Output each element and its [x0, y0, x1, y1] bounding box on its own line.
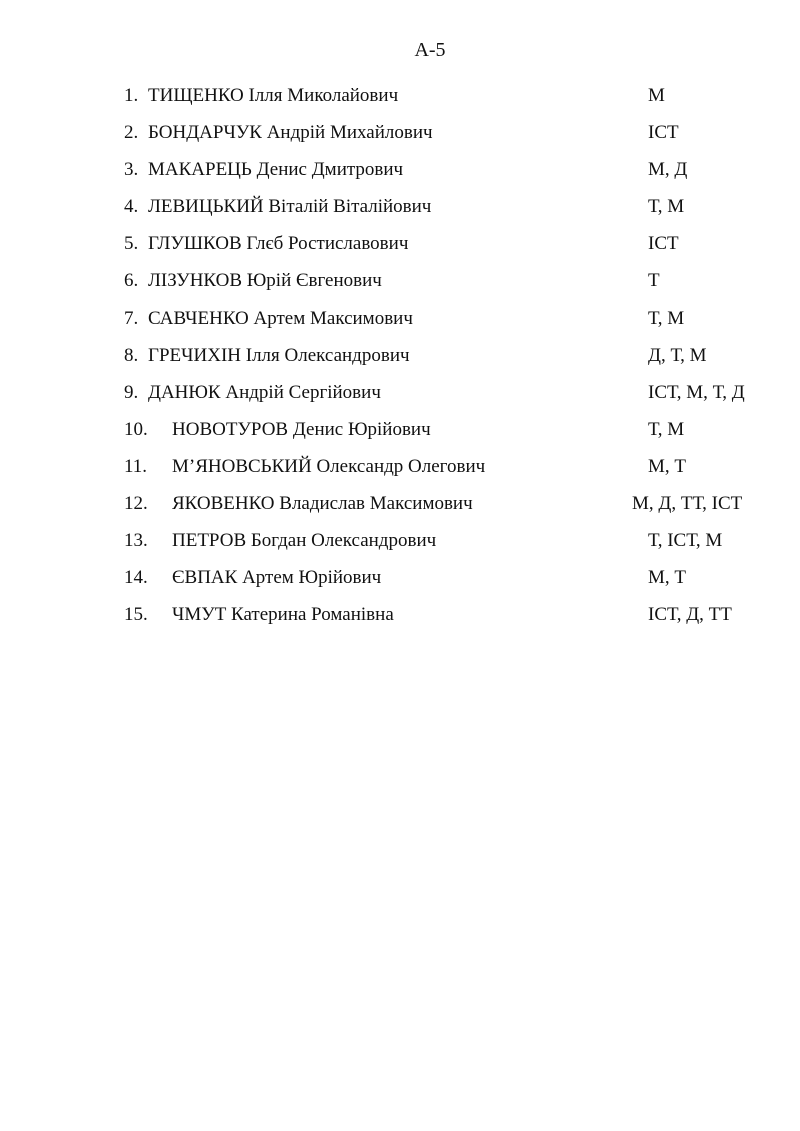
item-number: 7.	[124, 307, 139, 329]
list-item	[0, 381, 800, 418]
list-item	[0, 195, 800, 232]
item-number: 9.	[124, 381, 139, 403]
list-item	[0, 307, 800, 344]
item-number: 5.	[124, 233, 139, 255]
student-list	[0, 84, 800, 640]
student-name: МАКАРЕЦЬ Денис Дмитрович	[148, 159, 404, 181]
student-name: ЛІЗУНКОВ Юрій Євгенович	[148, 270, 382, 292]
student-subjects: М, Т	[648, 567, 686, 589]
item-number: 4.	[124, 196, 139, 218]
list-item	[0, 455, 800, 492]
student-name: ГЛУШКОВ Глєб Ростиславович	[148, 233, 409, 255]
item-number: 6.	[124, 270, 139, 292]
student-name: НОВОТУРОВ Денис Юрійович	[172, 418, 431, 440]
item-number: 12.	[124, 493, 148, 515]
student-subjects: ІСТ, М, Т, Д	[648, 381, 745, 403]
item-number: 10.	[124, 418, 148, 440]
list-item	[0, 344, 800, 381]
student-name: М’ЯНОВСЬКИЙ Олександр Олегович	[172, 455, 486, 477]
student-subjects: Т, М	[648, 196, 685, 218]
student-name: ЄВПАК Артем Юрійович	[172, 567, 382, 589]
item-number: 14.	[124, 567, 148, 589]
student-subjects: Т, М	[648, 418, 685, 440]
list-item	[0, 232, 800, 269]
item-number: 13.	[124, 530, 148, 552]
item-number: 1.	[124, 85, 139, 106]
student-name: САВЧЕНКО Артем Максимович	[148, 307, 413, 329]
list-item	[0, 158, 800, 195]
list-item	[0, 603, 800, 640]
list-item	[0, 121, 800, 158]
page-title: А-5	[414, 39, 446, 61]
list-item	[0, 566, 800, 603]
item-number: 2.	[124, 122, 139, 144]
item-number: 8.	[124, 344, 139, 366]
student-name: ЧМУТ Катерина Романівна	[172, 604, 394, 626]
student-subjects: Т	[648, 270, 660, 292]
student-subjects: ІСТ	[648, 233, 679, 255]
student-name: ТИЩЕНКО Ілля Миколайович	[148, 85, 399, 106]
student-subjects: М, Т	[648, 455, 686, 477]
student-name: ДАНЮК Андрій Сергійович	[148, 381, 381, 403]
item-number: 3.	[124, 159, 139, 181]
student-name: ПЕТРОВ Богдан Олександрович	[172, 530, 437, 552]
student-name: ГРЕЧИХІН Ілля Олександрович	[148, 344, 410, 366]
student-name: БОНДАРЧУК Андрій Михайлович	[148, 122, 433, 144]
student-subjects: Т, М	[648, 307, 685, 329]
student-name: ЛЕВИЦЬКИЙ Віталій Віталійович	[148, 196, 432, 218]
list-item	[0, 529, 800, 566]
student-name: ЯКОВЕНКО Владислав Максимович	[172, 493, 473, 515]
student-subjects: Д, Т, М	[648, 344, 707, 366]
student-subjects: ІСТ	[648, 122, 679, 144]
item-number: 15.	[124, 604, 148, 626]
student-subjects: М, Д	[648, 159, 688, 181]
list-item	[0, 492, 800, 529]
list-item	[0, 418, 800, 455]
student-subjects: М	[648, 85, 665, 106]
item-number: 11.	[124, 455, 148, 477]
student-subjects: ІСТ, Д, ТТ	[648, 604, 732, 626]
list-item	[0, 269, 800, 306]
student-subjects: М, Д, ТТ, ІСТ	[632, 493, 743, 515]
list-item	[0, 84, 800, 121]
student-subjects: Т, ІСТ, М	[648, 530, 723, 552]
